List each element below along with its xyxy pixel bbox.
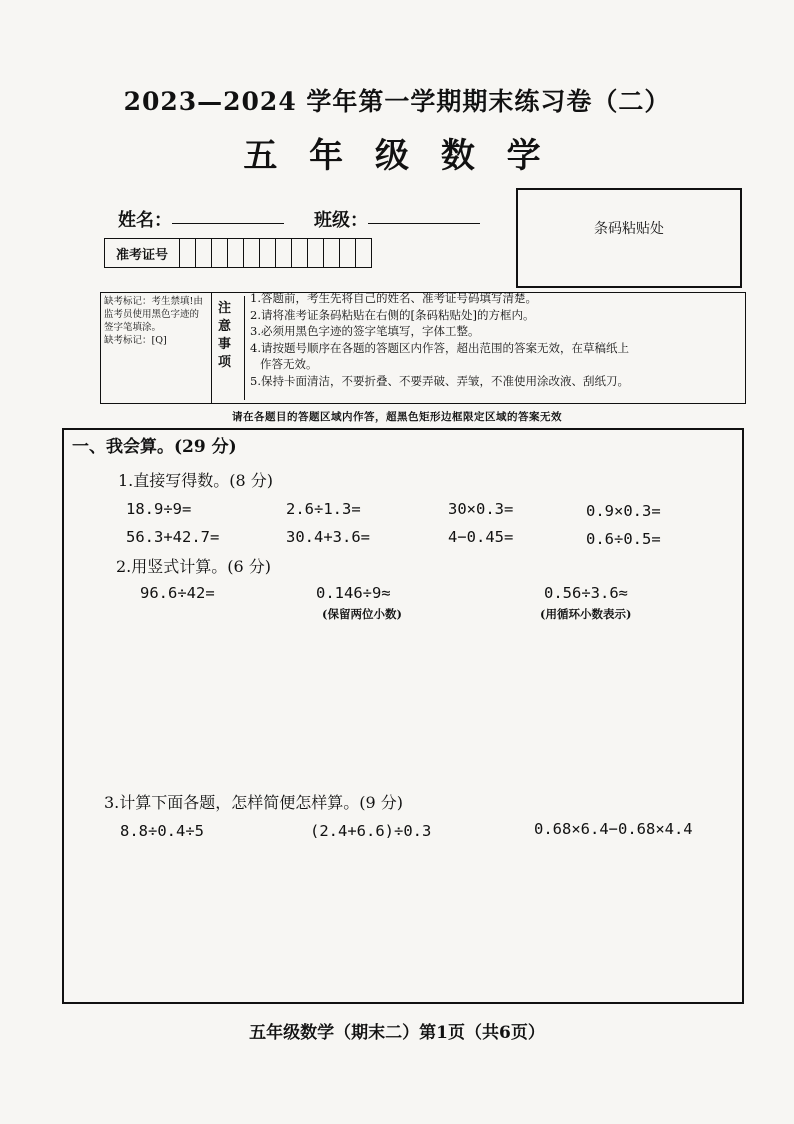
exam-number-cell[interactable]: [260, 239, 276, 267]
exam-number-cell[interactable]: [356, 239, 371, 267]
page-footer: 五年级数学（期末二）第1页（共6页）: [249, 1023, 545, 1043]
notice-item: 5.保持卡面清洁，不要折叠、不要弄破、弄皱，不准使用涂改液、刮纸刀。: [250, 373, 629, 388]
exam-number-cell[interactable]: [340, 239, 356, 267]
simplify-calc-item: 0.68×6.4−0.68×4.4: [534, 820, 693, 838]
calc-item: 56.3+42.7=: [126, 528, 220, 546]
question-1-title: 1.直接写得数。(8 分): [118, 471, 274, 490]
notice-heading: 注 意 事 项: [218, 301, 232, 370]
section-title: 一、我会算。(29 分): [72, 437, 237, 457]
calc-item: 4−0.45=: [448, 528, 514, 546]
simplify-calc-item: (2.4+6.6)÷0.3: [310, 822, 432, 840]
vertical-calc-item: 96.6÷42=: [140, 584, 215, 602]
question-3-title: 3.计算下面各题，怎样简便怎样算。(9 分): [104, 793, 404, 812]
exam-number-cell[interactable]: [244, 239, 260, 267]
rounding-note: (保留两位小数): [322, 607, 402, 621]
exam-number-cell[interactable]: [308, 239, 324, 267]
notice-divider: [244, 296, 245, 400]
exam-number-label: 准考证号: [105, 239, 180, 267]
class-field[interactable]: [368, 203, 480, 224]
answer-area-warning: 请在各题目的答题区域内作答，超黑色矩形边框限定区域的答案无效: [232, 411, 562, 423]
name-field[interactable]: [172, 203, 284, 224]
calc-item: 0.9×0.3=: [586, 502, 661, 520]
notice-list: [250, 290, 629, 389]
exam-number-cell[interactable]: [212, 239, 228, 267]
notice-item: 1.答题前，考生先将自己的姓名、准考证号码填写清楚。: [250, 291, 537, 305]
notice-item: 作答无效。: [260, 357, 318, 371]
repeating-decimal-note: (用循环小数表示): [540, 607, 632, 621]
absent-mark-area: [100, 292, 212, 404]
notice-item: 4.请按题号顺序在各题的答题区内作答，超出范围的答案无效，在草稿纸上: [250, 340, 629, 355]
notice-item: 2.请将准考证条码粘贴在右侧的[条码粘贴处]的方框内。: [250, 307, 535, 322]
calc-item: 18.9÷9=: [126, 500, 192, 518]
exam-number-cell[interactable]: [324, 239, 340, 267]
absent-mark-text: 缺考标记：考生禁填!由监考员使用黑色字迹的签字笔填涂。: [104, 296, 203, 333]
vertical-calc-item: 0.146÷9≈: [316, 584, 391, 602]
exam-number-grid[interactable]: [104, 238, 372, 268]
absent-mark-checkbox[interactable]: 缺考标记：[Q]: [104, 335, 167, 346]
name-label: 姓名：: [118, 210, 172, 231]
exam-number-cell[interactable]: [228, 239, 244, 267]
calc-item: 0.6÷0.5=: [586, 530, 661, 548]
exam-title: 2023—2024 学年第一学期期末练习卷（二）: [123, 87, 671, 116]
question-2-title: 2.用竖式计算。(6 分): [116, 557, 272, 576]
exam-number-cell[interactable]: [180, 239, 196, 267]
simplify-calc-item: 8.8÷0.4÷5: [120, 822, 204, 840]
calc-item: 30×0.3=: [448, 500, 514, 518]
barcode-area: [516, 188, 742, 288]
subject-title: 五 年 级 数 学: [243, 136, 551, 176]
class-label: 班级：: [314, 210, 368, 231]
barcode-label: 条码粘贴处: [594, 221, 664, 237]
calc-item: 30.4+3.6=: [286, 528, 370, 546]
exam-number-cell[interactable]: [292, 239, 308, 267]
vertical-calc-item: 0.56÷3.6≈: [544, 584, 628, 602]
calc-item: 2.6÷1.3=: [286, 500, 361, 518]
exam-number-cell[interactable]: [196, 239, 212, 267]
exam-number-cell[interactable]: [276, 239, 292, 267]
notice-item: 3.必须用黑色字迹的签字笔填写，字体工整。: [250, 324, 480, 338]
